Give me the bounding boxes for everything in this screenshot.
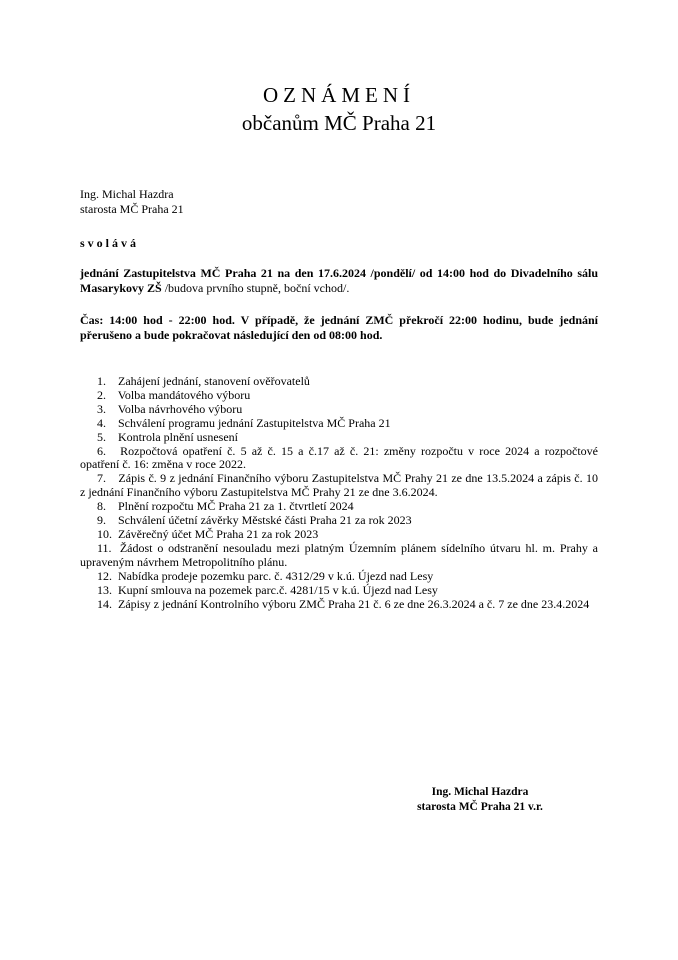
agenda-item-text: Závěrečný účet MČ Praha 21 za rok 2023 xyxy=(118,526,319,541)
agenda-item xyxy=(80,445,598,473)
agenda-item-text: Schválení účetní závěrky Městské části Praha 21 za rok 2023 xyxy=(118,513,412,528)
agenda-item-text: Žádost o odstranění nesouladu mezi platným Územním plánem sídelního útvaru hl. m. Prahy a upraveným návrhem Metropolitního plánu. xyxy=(80,540,598,569)
signature-block xyxy=(380,785,580,815)
agenda-item-number: 11. xyxy=(97,540,112,555)
sender-role: starosta MČ Praha 21 xyxy=(80,202,184,216)
agenda-item-number: 1. xyxy=(97,374,106,388)
agenda-item-text: Rozpočtová opatření č. 5 až č. 15 a č.17 až č. 21: změny rozpočtu v roce 2024 a rozpočtové opatření č. 16: změna v roce 2022. xyxy=(80,443,599,472)
agenda-item xyxy=(80,598,598,612)
agenda-item-number: 8. xyxy=(97,499,106,514)
meeting-bold-text: jednání Zastupitelstva MČ Praha 21 na den 17.6.2024 /pondělí/ od 14:00 hod do Divadelního sálu Masarykovy ZŠ xyxy=(80,266,598,295)
agenda-item xyxy=(80,500,598,514)
document-title: OZNÁMENÍ xyxy=(263,83,415,107)
meeting-paragraph xyxy=(80,266,598,296)
agenda-item-text: Zahájení jednání, stanovení ověřovatelů xyxy=(118,374,310,388)
meeting-location-note: /budova prvního stupně, boční vchod/. xyxy=(161,281,350,295)
agenda-item xyxy=(80,417,598,431)
signature-role: starosta MČ Praha 21 v.r. xyxy=(417,801,543,813)
agenda-item-text: Kupní smlouva na pozemek parc.č. 4281/15 v k.ú. Újezd nad Lesy xyxy=(118,582,438,597)
agenda-item-number: 2. xyxy=(97,387,106,402)
document-subtitle: občanům MČ Praha 21 xyxy=(241,111,437,135)
agenda-item-text: Schválení programu jednání Zastupitelstva MČ Praha 21 xyxy=(118,415,391,430)
agenda-item xyxy=(80,542,598,570)
agenda-item-text: Zápisy z jednání Kontrolního výboru ZMČ Praha 21 č. 6 ze dne 26.3.2024 a č. 7 ze dne 23.4.2024 xyxy=(118,596,590,611)
agenda-item-number: 14. xyxy=(97,596,112,611)
convenes-label: svolává xyxy=(80,236,140,250)
sender-name: Ing. Michal Hazdra xyxy=(80,187,174,201)
agenda-item-text: Zápis č. 9 z jednání Finančního výboru Zastupitelstva MČ Prahy 21 ze dne 13.5.2024 a zápis č. 10 z jednání Finančního výboru Zastupitelstva MČ Prahy 21 ze dne 3.6.2024. xyxy=(80,471,599,500)
agenda-item-text: Volba mandátového výboru xyxy=(117,387,251,402)
agenda-item-text: Plnění rozpočtu MČ Praha 21 za 1. čtvrtletí 2024 xyxy=(118,499,354,514)
agenda-item xyxy=(80,584,598,598)
agenda-item-number: 13. xyxy=(97,582,112,597)
agenda-list xyxy=(80,375,598,611)
agenda-item-text: Volba návrhového výboru xyxy=(117,401,243,416)
agenda-item-text: Kontrola plnění usnesení xyxy=(118,429,238,444)
sender-block xyxy=(80,187,184,217)
agenda-item-number: 10. xyxy=(97,526,112,541)
agenda-item xyxy=(80,375,598,389)
agenda-item xyxy=(80,472,598,500)
agenda-item xyxy=(80,389,598,403)
agenda-item xyxy=(80,570,598,584)
agenda-item-number: 3. xyxy=(97,401,106,416)
agenda-item-number: 5. xyxy=(97,429,106,444)
agenda-item-number: 6. xyxy=(97,443,106,458)
agenda-item xyxy=(80,528,598,542)
agenda-item-number: 4. xyxy=(97,415,106,430)
agenda-item-number: 9. xyxy=(97,513,106,528)
agenda-item-number: 7. xyxy=(97,471,106,486)
agenda-item xyxy=(80,431,598,445)
agenda-item-text: Nabídka prodeje pozemku parc. č. 4312/29 v k.ú. Újezd nad Lesy xyxy=(118,568,434,583)
agenda-item-number: 12. xyxy=(97,568,112,583)
agenda-item xyxy=(80,403,598,417)
signature-name: Ing. Michal Hazdra xyxy=(431,786,529,798)
agenda-item xyxy=(80,514,598,528)
time-note-paragraph: Čas: 14:00 hod - 22:00 hod. V případě, že jednání ZMČ překročí 22:00 hodinu, bude jednání přerušeno a bude pokračovat následující den od 08:00 hod. xyxy=(80,313,598,342)
